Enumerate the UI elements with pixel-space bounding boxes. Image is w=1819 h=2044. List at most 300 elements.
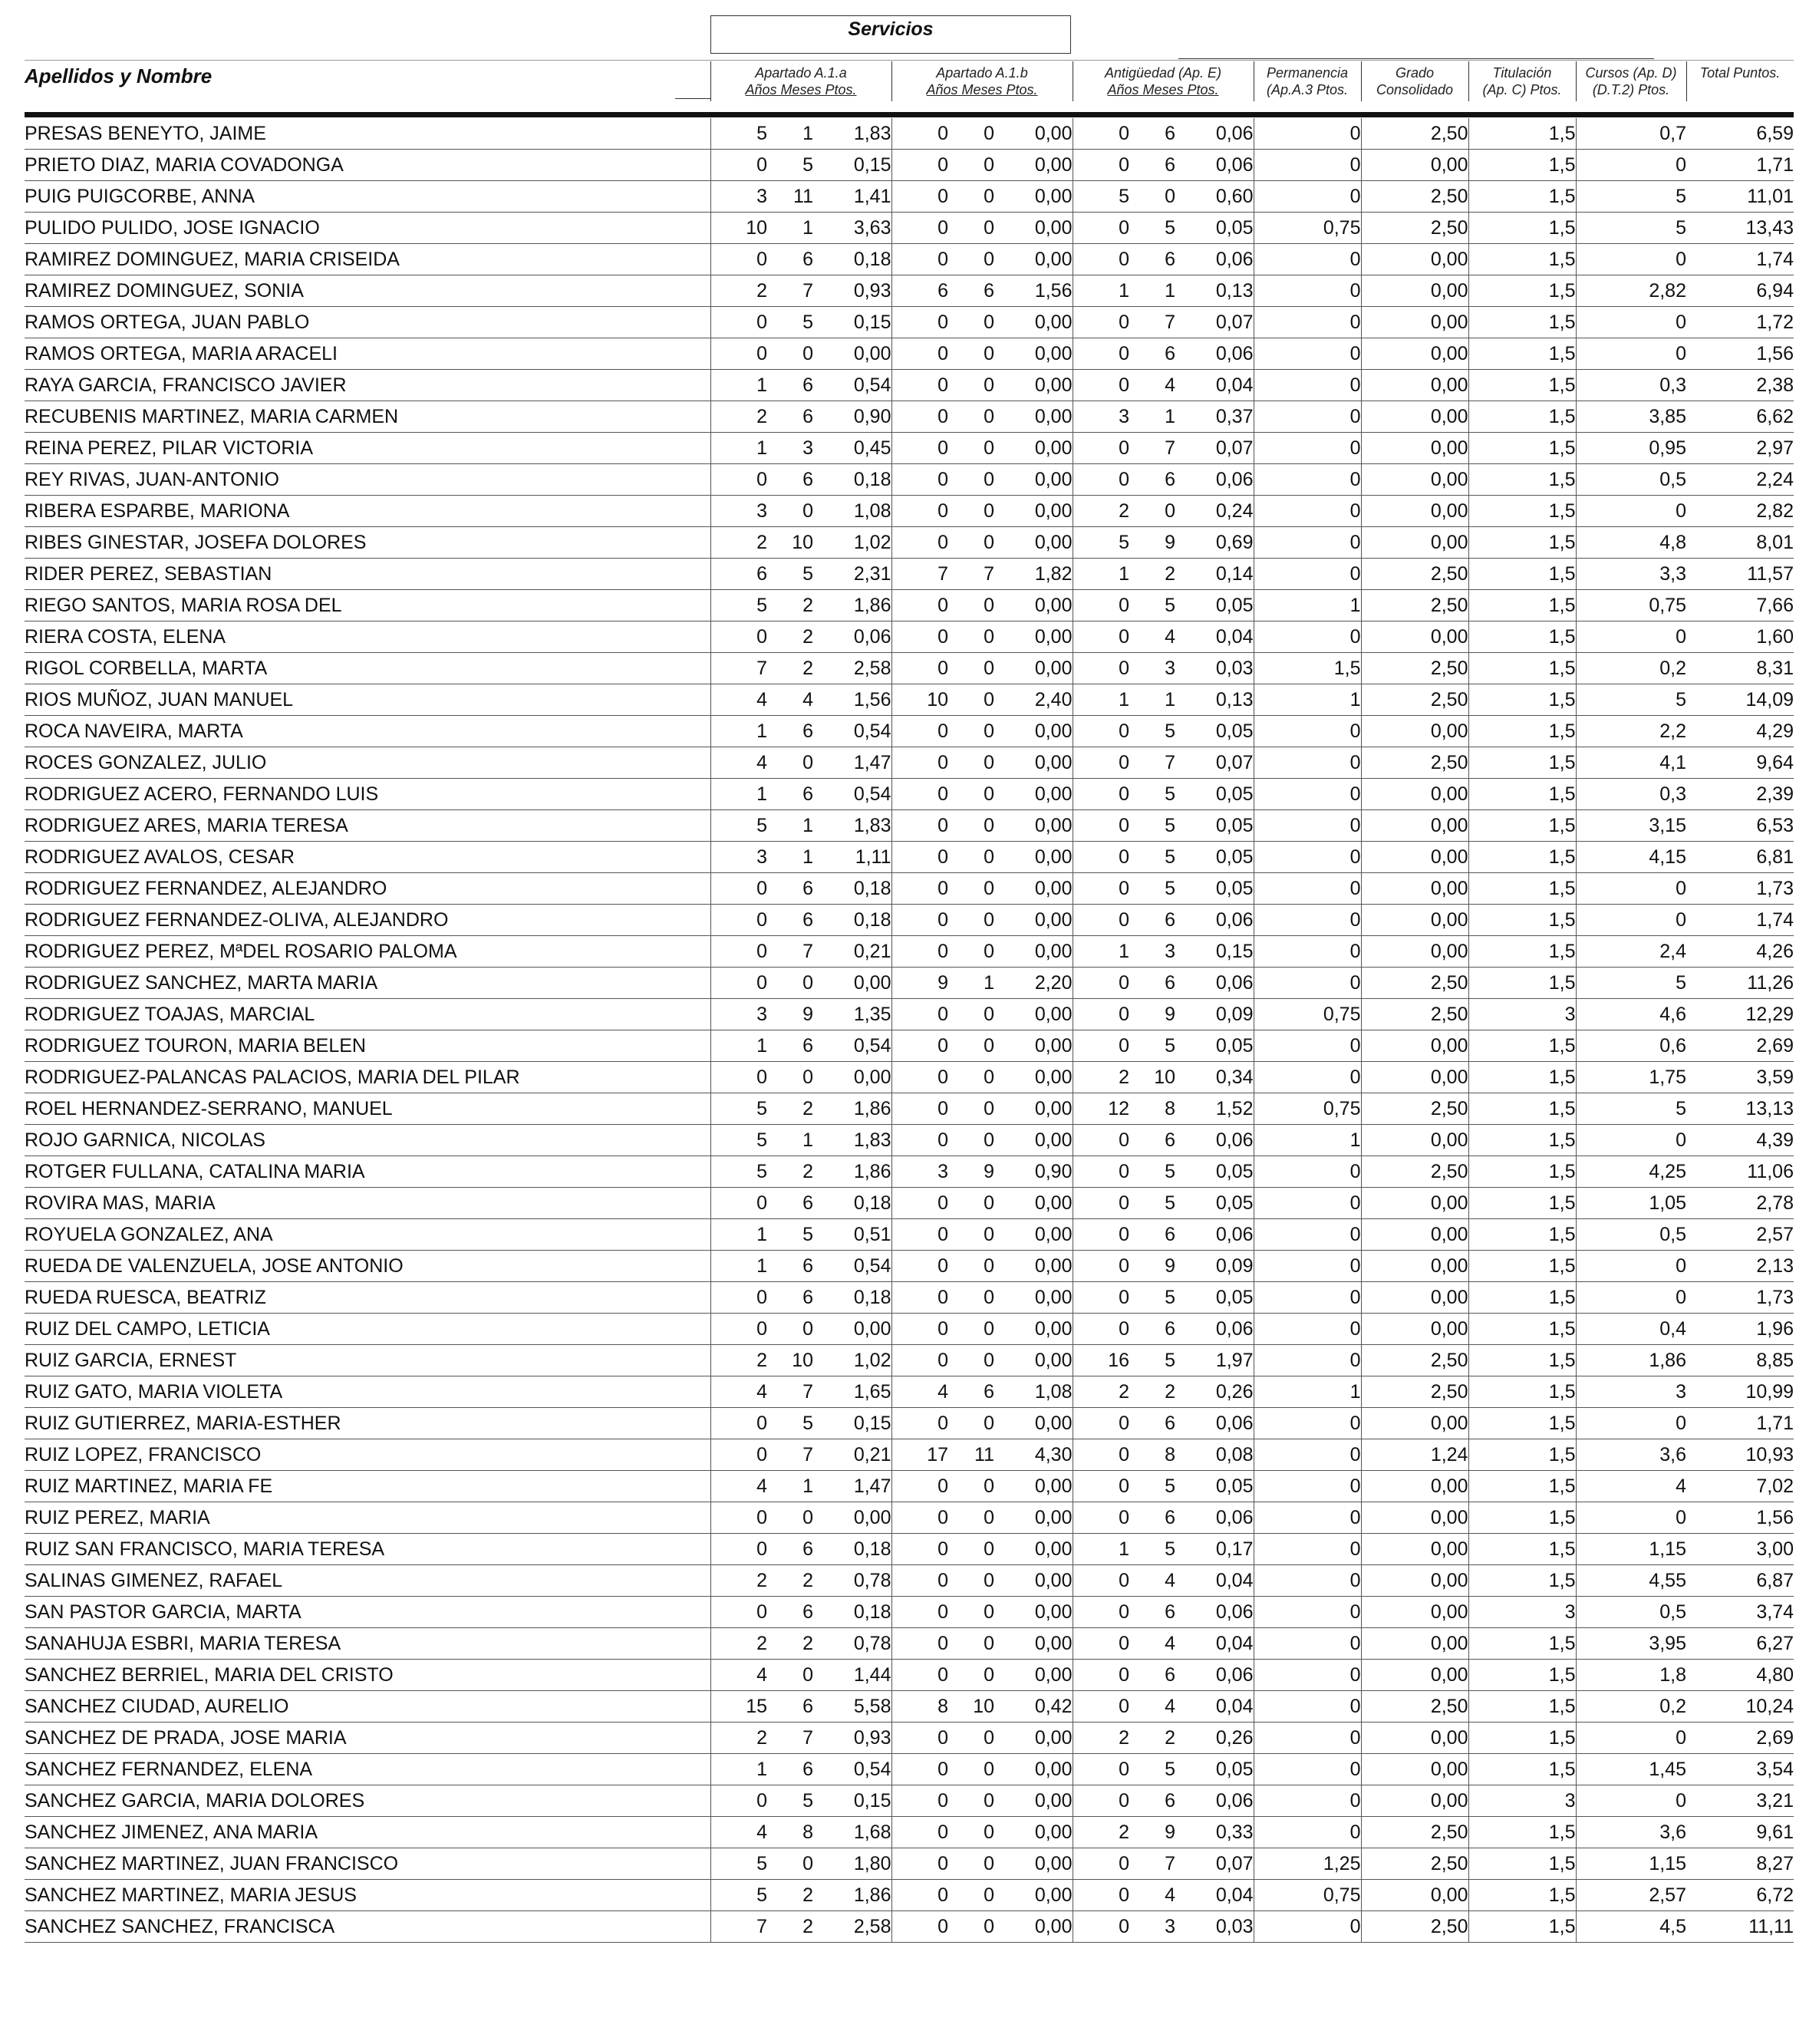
cell-cursos: 1,86: [1576, 1345, 1686, 1376]
cell-a1a-years: 4: [710, 1376, 767, 1408]
cell-a1b-years: 0: [891, 1660, 948, 1691]
cell-a1b-months: 0: [948, 370, 994, 401]
cell-grado: 0,00: [1361, 433, 1468, 464]
cell-antig-months: 4: [1129, 1880, 1175, 1911]
cell-antig-months: 6: [1129, 244, 1175, 275]
cell-titulacion: 1,5: [1468, 1282, 1576, 1314]
cell-name: RODRIGUEZ FERNANDEZ, ALEJANDRO: [25, 873, 710, 905]
cell-a1a-months: 6: [767, 1597, 813, 1628]
cell-a1a-months: 6: [767, 716, 813, 747]
cell-a1b-years: 0: [891, 1314, 948, 1345]
cell-a1b-points: 0,00: [994, 873, 1073, 905]
cell-a1a-months: 6: [767, 1030, 813, 1062]
cell-a1a-years: 0: [710, 1597, 767, 1628]
cell-a1b-points: 0,00: [994, 307, 1073, 338]
cell-antig-points: 0,07: [1175, 433, 1254, 464]
header-titul-sub: (Ap. C) Ptos.: [1482, 82, 1562, 97]
cell-name: SANCHEZ JIMENEZ, ANA MARIA: [25, 1817, 710, 1848]
cell-name: RIOS MUÑOZ, JUAN MANUEL: [25, 684, 710, 716]
cell-a1b-years: 0: [891, 1282, 948, 1314]
cell-titulacion: 1,5: [1468, 1471, 1576, 1502]
cell-cursos: 0,95: [1576, 433, 1686, 464]
cell-total: 7,02: [1686, 1471, 1794, 1502]
cell-titulacion: 1,5: [1468, 590, 1576, 621]
table-row: [25, 1345, 1794, 1376]
cell-a1b-years: 0: [891, 213, 948, 244]
cell-antig-points: 0,13: [1175, 275, 1254, 307]
cell-cursos: 3,15: [1576, 810, 1686, 842]
cell-a1a-points: 0,18: [813, 1597, 891, 1628]
cell-titulacion: 1,5: [1468, 1345, 1576, 1376]
cell-antig-years: 3: [1073, 401, 1129, 433]
cell-a1a-years: 0: [710, 1439, 767, 1471]
cell-a1a-months: 5: [767, 559, 813, 590]
cell-cursos: 1,75: [1576, 1062, 1686, 1093]
cell-grado: 1,24: [1361, 1439, 1468, 1471]
cell-antig-years: 0: [1073, 716, 1129, 747]
cell-a1a-points: 0,21: [813, 936, 891, 968]
cell-a1a-points: 1,44: [813, 1660, 891, 1691]
table-row: [25, 118, 1794, 150]
cell-total: 1,56: [1686, 338, 1794, 370]
cell-antig-months: 5: [1129, 873, 1175, 905]
cell-permanencia: 0: [1254, 1314, 1361, 1345]
cell-a1b-years: 0: [891, 1597, 948, 1628]
cell-cursos: 0,5: [1576, 1597, 1686, 1628]
cell-a1b-months: 0: [948, 1754, 994, 1785]
cell-a1a-points: 1,83: [813, 810, 891, 842]
cell-permanencia: 0: [1254, 150, 1361, 181]
cell-a1b-points: 0,00: [994, 244, 1073, 275]
cell-antig-points: 0,37: [1175, 401, 1254, 433]
cell-a1b-points: 1,82: [994, 559, 1073, 590]
cell-a1a-points: 0,15: [813, 307, 891, 338]
cell-antig-years: 2: [1073, 496, 1129, 527]
cell-antig-years: 0: [1073, 779, 1129, 810]
cell-antig-points: 0,03: [1175, 653, 1254, 684]
cell-antig-points: 1,52: [1175, 1093, 1254, 1125]
cell-cursos: 4,1: [1576, 747, 1686, 779]
cell-a1a-months: 0: [767, 1660, 813, 1691]
cell-antig-months: 6: [1129, 1597, 1175, 1628]
cell-a1a-points: 2,31: [813, 559, 891, 590]
cell-antig-years: 0: [1073, 1502, 1129, 1534]
cell-permanencia: 0: [1254, 842, 1361, 873]
cell-a1b-points: 0,00: [994, 150, 1073, 181]
cell-a1a-points: 0,54: [813, 1754, 891, 1785]
table-row: [25, 1565, 1794, 1597]
cell-a1b-years: 0: [891, 999, 948, 1030]
table-row: [25, 1062, 1794, 1093]
cell-permanencia: 0: [1254, 1817, 1361, 1848]
cell-antig-years: 0: [1073, 1628, 1129, 1660]
cell-a1a-months: 0: [767, 496, 813, 527]
cell-a1a-points: 0,18: [813, 464, 891, 496]
cell-cursos: 1,05: [1576, 1188, 1686, 1219]
cell-grado: 0,00: [1361, 1754, 1468, 1785]
cell-a1a-years: 0: [710, 968, 767, 999]
cell-antig-months: 6: [1129, 1314, 1175, 1345]
cell-antig-points: 0,26: [1175, 1376, 1254, 1408]
cell-antig-months: 5: [1129, 716, 1175, 747]
table-row: [25, 653, 1794, 684]
cell-grado: 2,50: [1361, 590, 1468, 621]
cell-a1b-months: 0: [948, 118, 994, 150]
cell-titulacion: 1,5: [1468, 1093, 1576, 1125]
cell-a1b-years: 0: [891, 716, 948, 747]
scores-table: [25, 118, 1794, 1943]
cell-a1b-points: 0,00: [994, 590, 1073, 621]
cell-total: 11,26: [1686, 968, 1794, 999]
cell-a1a-points: 3,63: [813, 213, 891, 244]
cell-total: 4,39: [1686, 1125, 1794, 1156]
cell-permanencia: 0: [1254, 810, 1361, 842]
table-row: [25, 1125, 1794, 1156]
table-row: [25, 1691, 1794, 1723]
cell-antig-years: 0: [1073, 464, 1129, 496]
cell-a1a-years: 4: [710, 684, 767, 716]
cell-a1b-years: 0: [891, 307, 948, 338]
table-row: [25, 873, 1794, 905]
cell-grado: 0,00: [1361, 1597, 1468, 1628]
cell-titulacion: 1,5: [1468, 118, 1576, 150]
cell-permanencia: 0: [1254, 1251, 1361, 1282]
cell-a1b-months: 0: [948, 810, 994, 842]
cell-a1a-points: 0,06: [813, 621, 891, 653]
cell-antig-years: 0: [1073, 590, 1129, 621]
cell-a1b-points: 0,00: [994, 370, 1073, 401]
cell-antig-points: 0,06: [1175, 1219, 1254, 1251]
cell-total: 8,31: [1686, 653, 1794, 684]
cell-name: RUIZ DEL CAMPO, LETICIA: [25, 1314, 710, 1345]
cell-antig-points: 0,07: [1175, 307, 1254, 338]
table-row: [25, 1408, 1794, 1439]
cell-titulacion: 1,5: [1468, 1848, 1576, 1880]
cell-titulacion: 1,5: [1468, 1188, 1576, 1219]
cell-grado: 2,50: [1361, 1156, 1468, 1188]
cell-titulacion: 1,5: [1468, 433, 1576, 464]
cell-name: RODRIGUEZ AVALOS, CESAR: [25, 842, 710, 873]
cell-cursos: 0,3: [1576, 370, 1686, 401]
cell-a1b-years: 0: [891, 464, 948, 496]
column-header-total: [1686, 64, 1794, 81]
cell-cursos: 0: [1576, 1282, 1686, 1314]
cell-a1a-months: 7: [767, 1376, 813, 1408]
cell-a1b-months: 0: [948, 496, 994, 527]
cell-a1a-years: 0: [710, 1502, 767, 1534]
cell-permanencia: 0: [1254, 1062, 1361, 1093]
cell-name: RAYA GARCIA, FRANCISCO JAVIER: [25, 370, 710, 401]
cell-antig-points: 0,13: [1175, 684, 1254, 716]
cell-a1b-months: 10: [948, 1691, 994, 1723]
table-row: [25, 1628, 1794, 1660]
cell-antig-points: 0,06: [1175, 1597, 1254, 1628]
cell-a1b-points: 0,00: [994, 747, 1073, 779]
cell-antig-points: 0,06: [1175, 1785, 1254, 1817]
cell-antig-months: 6: [1129, 1408, 1175, 1439]
cell-antig-years: 0: [1073, 905, 1129, 936]
cell-titulacion: 1,5: [1468, 370, 1576, 401]
cell-grado: 2,50: [1361, 1376, 1468, 1408]
header-top-rule: [25, 60, 1794, 61]
cell-grado: 0,00: [1361, 842, 1468, 873]
cell-titulacion: 1,5: [1468, 684, 1576, 716]
cell-a1a-years: 15: [710, 1691, 767, 1723]
cell-a1a-points: 0,54: [813, 1030, 891, 1062]
cell-antig-points: 0,04: [1175, 621, 1254, 653]
cell-antig-points: 0,07: [1175, 747, 1254, 779]
cell-a1a-months: 6: [767, 464, 813, 496]
cell-antig-months: 5: [1129, 1030, 1175, 1062]
cell-a1b-points: 0,00: [994, 905, 1073, 936]
cell-a1b-points: 0,00: [994, 1754, 1073, 1785]
cell-grado: 0,00: [1361, 1282, 1468, 1314]
cell-antig-months: 1: [1129, 275, 1175, 307]
cell-permanencia: 0: [1254, 244, 1361, 275]
cell-a1a-months: 2: [767, 1565, 813, 1597]
cell-a1a-points: 0,18: [813, 1282, 891, 1314]
cell-a1a-years: 0: [710, 621, 767, 653]
cell-a1b-points: 0,00: [994, 1030, 1073, 1062]
cell-a1b-months: 0: [948, 1565, 994, 1597]
cell-a1a-months: 9: [767, 999, 813, 1030]
header-a1b-title: Apartado A.1.b: [936, 65, 1028, 81]
cell-permanencia: 1: [1254, 1125, 1361, 1156]
cell-titulacion: 1,5: [1468, 779, 1576, 810]
cell-antig-months: 6: [1129, 1125, 1175, 1156]
header-a1a-title: Apartado A.1.a: [755, 65, 847, 81]
column-header-cursos: [1576, 64, 1686, 98]
cell-a1b-years: 0: [891, 590, 948, 621]
cell-a1a-years: 5: [710, 810, 767, 842]
cell-a1b-months: 0: [948, 527, 994, 559]
cell-a1a-months: 11: [767, 181, 813, 213]
cell-antig-years: 5: [1073, 181, 1129, 213]
cell-cursos: 4: [1576, 1471, 1686, 1502]
cell-a1a-points: 0,00: [813, 1314, 891, 1345]
cell-antig-years: 2: [1073, 1376, 1129, 1408]
cell-a1a-months: 3: [767, 433, 813, 464]
cell-a1a-months: 6: [767, 401, 813, 433]
cell-antig-years: 0: [1073, 653, 1129, 684]
cell-antig-months: 8: [1129, 1093, 1175, 1125]
cell-grado: 2,50: [1361, 1848, 1468, 1880]
cell-antig-years: 12: [1073, 1093, 1129, 1125]
table-row: [25, 1439, 1794, 1471]
cell-total: 2,78: [1686, 1188, 1794, 1219]
cell-total: 4,80: [1686, 1660, 1794, 1691]
cell-a1b-years: 0: [891, 1062, 948, 1093]
cell-antig-months: 5: [1129, 842, 1175, 873]
cell-antig-points: 0,08: [1175, 1439, 1254, 1471]
cell-name: PRIETO DIAZ, MARIA COVADONGA: [25, 150, 710, 181]
cell-a1b-months: 0: [948, 1219, 994, 1251]
cell-name: RAMIREZ DOMINGUEZ, MARIA CRISEIDA: [25, 244, 710, 275]
header-a1a-sub: Años Meses Ptos.: [745, 82, 857, 97]
cell-a1b-years: 0: [891, 1880, 948, 1911]
cell-a1a-years: 2: [710, 401, 767, 433]
cell-a1a-years: 5: [710, 1125, 767, 1156]
cell-titulacion: 1,5: [1468, 936, 1576, 968]
cell-name: ROYUELA GONZALEZ, ANA: [25, 1219, 710, 1251]
cell-a1b-points: 0,00: [994, 213, 1073, 244]
cell-a1a-months: 6: [767, 905, 813, 936]
table-row: [25, 1723, 1794, 1754]
cell-grado: 0,00: [1361, 275, 1468, 307]
cell-a1a-years: 5: [710, 1880, 767, 1911]
cell-a1a-months: 2: [767, 1880, 813, 1911]
cell-name: RIEGO SANTOS, MARIA ROSA DEL: [25, 590, 710, 621]
cell-name: RAMIREZ DOMINGUEZ, SONIA: [25, 275, 710, 307]
cell-name: RODRIGUEZ-PALANCAS PALACIOS, MARIA DEL PILAR: [25, 1062, 710, 1093]
cell-grado: 2,50: [1361, 1817, 1468, 1848]
cell-a1a-points: 0,51: [813, 1219, 891, 1251]
cell-a1a-points: 0,00: [813, 1062, 891, 1093]
cell-antig-points: 0,05: [1175, 1188, 1254, 1219]
cell-antig-years: 0: [1073, 1219, 1129, 1251]
cell-total: 1,72: [1686, 307, 1794, 338]
cell-a1b-years: 8: [891, 1691, 948, 1723]
cell-cursos: 2,57: [1576, 1880, 1686, 1911]
cell-grado: 2,50: [1361, 1345, 1468, 1376]
cell-antig-months: 0: [1129, 181, 1175, 213]
cell-name: ROVIRA MAS, MARIA: [25, 1188, 710, 1219]
cell-a1a-points: 0,15: [813, 1408, 891, 1439]
cell-a1b-points: 0,00: [994, 621, 1073, 653]
header-thick-rule: [25, 112, 1794, 117]
cell-antig-years: 0: [1073, 1911, 1129, 1943]
cell-a1b-months: 0: [948, 1628, 994, 1660]
cell-a1b-months: 0: [948, 433, 994, 464]
cell-grado: 0,00: [1361, 810, 1468, 842]
cell-antig-years: 0: [1073, 1188, 1129, 1219]
cell-antig-months: 9: [1129, 1817, 1175, 1848]
cell-a1b-years: 0: [891, 1817, 948, 1848]
cell-cursos: 0: [1576, 1723, 1686, 1754]
table-row: [25, 1880, 1794, 1911]
table-row: [25, 905, 1794, 936]
cell-a1a-points: 0,15: [813, 1785, 891, 1817]
cell-antig-months: 2: [1129, 1376, 1175, 1408]
cell-grado: 0,00: [1361, 1785, 1468, 1817]
cell-a1b-points: 0,00: [994, 181, 1073, 213]
cell-permanencia: 0: [1254, 905, 1361, 936]
cell-cursos: 0: [1576, 150, 1686, 181]
cell-a1a-points: 0,00: [813, 968, 891, 999]
cell-name: RUIZ GARCIA, ERNEST: [25, 1345, 710, 1376]
cell-antig-months: 3: [1129, 936, 1175, 968]
cell-a1a-points: 0,18: [813, 1534, 891, 1565]
cell-antig-years: 0: [1073, 1754, 1129, 1785]
cell-a1a-points: 0,18: [813, 244, 891, 275]
cell-titulacion: 1,5: [1468, 1251, 1576, 1282]
table-row: [25, 1502, 1794, 1534]
cell-titulacion: 1,5: [1468, 307, 1576, 338]
cell-a1b-years: 4: [891, 1376, 948, 1408]
cell-total: 1,73: [1686, 1282, 1794, 1314]
cell-a1a-points: 1,68: [813, 1817, 891, 1848]
cell-total: 1,56: [1686, 1502, 1794, 1534]
cell-a1b-points: 0,00: [994, 842, 1073, 873]
cell-antig-months: 7: [1129, 747, 1175, 779]
cell-a1b-points: 0,00: [994, 118, 1073, 150]
cell-antig-months: 5: [1129, 1471, 1175, 1502]
cell-a1b-points: 0,00: [994, 433, 1073, 464]
cell-antig-points: 0,15: [1175, 936, 1254, 968]
cell-a1b-years: 0: [891, 621, 948, 653]
cell-antig-years: 0: [1073, 1660, 1129, 1691]
table-row: [25, 275, 1794, 307]
cell-permanencia: 0: [1254, 433, 1361, 464]
cell-antig-years: 0: [1073, 1439, 1129, 1471]
cell-a1b-years: 0: [891, 1408, 948, 1439]
cell-titulacion: 1,5: [1468, 1314, 1576, 1345]
cell-a1b-months: 0: [948, 1502, 994, 1534]
cell-name: SANAHUJA ESBRI, MARIA TERESA: [25, 1628, 710, 1660]
cell-a1a-months: 6: [767, 370, 813, 401]
cell-cursos: 0,4: [1576, 1314, 1686, 1345]
cell-a1b-points: 0,00: [994, 1471, 1073, 1502]
cell-permanencia: 0: [1254, 401, 1361, 433]
cell-permanencia: 0: [1254, 1785, 1361, 1817]
table-row: [25, 1785, 1794, 1817]
header-rule: [1178, 58, 1654, 59]
cell-titulacion: 1,5: [1468, 1817, 1576, 1848]
cell-total: 8,27: [1686, 1848, 1794, 1880]
cell-a1a-months: 1: [767, 213, 813, 244]
table-row: [25, 496, 1794, 527]
cell-antig-months: 4: [1129, 1691, 1175, 1723]
cell-antig-points: 0,09: [1175, 999, 1254, 1030]
header-cursos-title: Cursos (Ap. D): [1585, 65, 1677, 81]
cell-grado: 0,00: [1361, 464, 1468, 496]
cell-a1b-months: 0: [948, 1282, 994, 1314]
cell-name: RODRIGUEZ FERNANDEZ-OLIVA, ALEJANDRO: [25, 905, 710, 936]
cell-a1a-years: 4: [710, 1660, 767, 1691]
cell-antig-months: 6: [1129, 464, 1175, 496]
cell-a1a-points: 1,56: [813, 684, 891, 716]
cell-antig-months: 5: [1129, 1156, 1175, 1188]
cell-a1a-months: 7: [767, 936, 813, 968]
cell-a1b-months: 0: [948, 1534, 994, 1565]
cell-a1b-years: 0: [891, 936, 948, 968]
cell-antig-points: 0,05: [1175, 590, 1254, 621]
cell-a1b-years: 0: [891, 747, 948, 779]
cell-a1a-points: 0,18: [813, 905, 891, 936]
table-row: [25, 1911, 1794, 1943]
cell-a1a-points: 1,08: [813, 496, 891, 527]
cell-total: 6,27: [1686, 1628, 1794, 1660]
cell-cursos: 0: [1576, 873, 1686, 905]
cell-permanencia: 0,75: [1254, 999, 1361, 1030]
cell-a1a-months: 6: [767, 1691, 813, 1723]
cell-titulacion: 1,5: [1468, 1723, 1576, 1754]
table-row: [25, 1660, 1794, 1691]
table-row: [25, 1817, 1794, 1848]
cell-total: 2,39: [1686, 779, 1794, 810]
cell-antig-months: 6: [1129, 1785, 1175, 1817]
cell-antig-points: 0,69: [1175, 527, 1254, 559]
cell-antig-points: 0,05: [1175, 1282, 1254, 1314]
cell-total: 2,82: [1686, 496, 1794, 527]
cell-titulacion: 1,5: [1468, 559, 1576, 590]
cell-grado: 0,00: [1361, 1251, 1468, 1282]
cell-a1a-years: 0: [710, 1314, 767, 1345]
cell-permanencia: 0: [1254, 1534, 1361, 1565]
cell-a1a-years: 1: [710, 433, 767, 464]
cell-a1a-years: 0: [710, 1534, 767, 1565]
cell-a1a-points: 0,90: [813, 401, 891, 433]
